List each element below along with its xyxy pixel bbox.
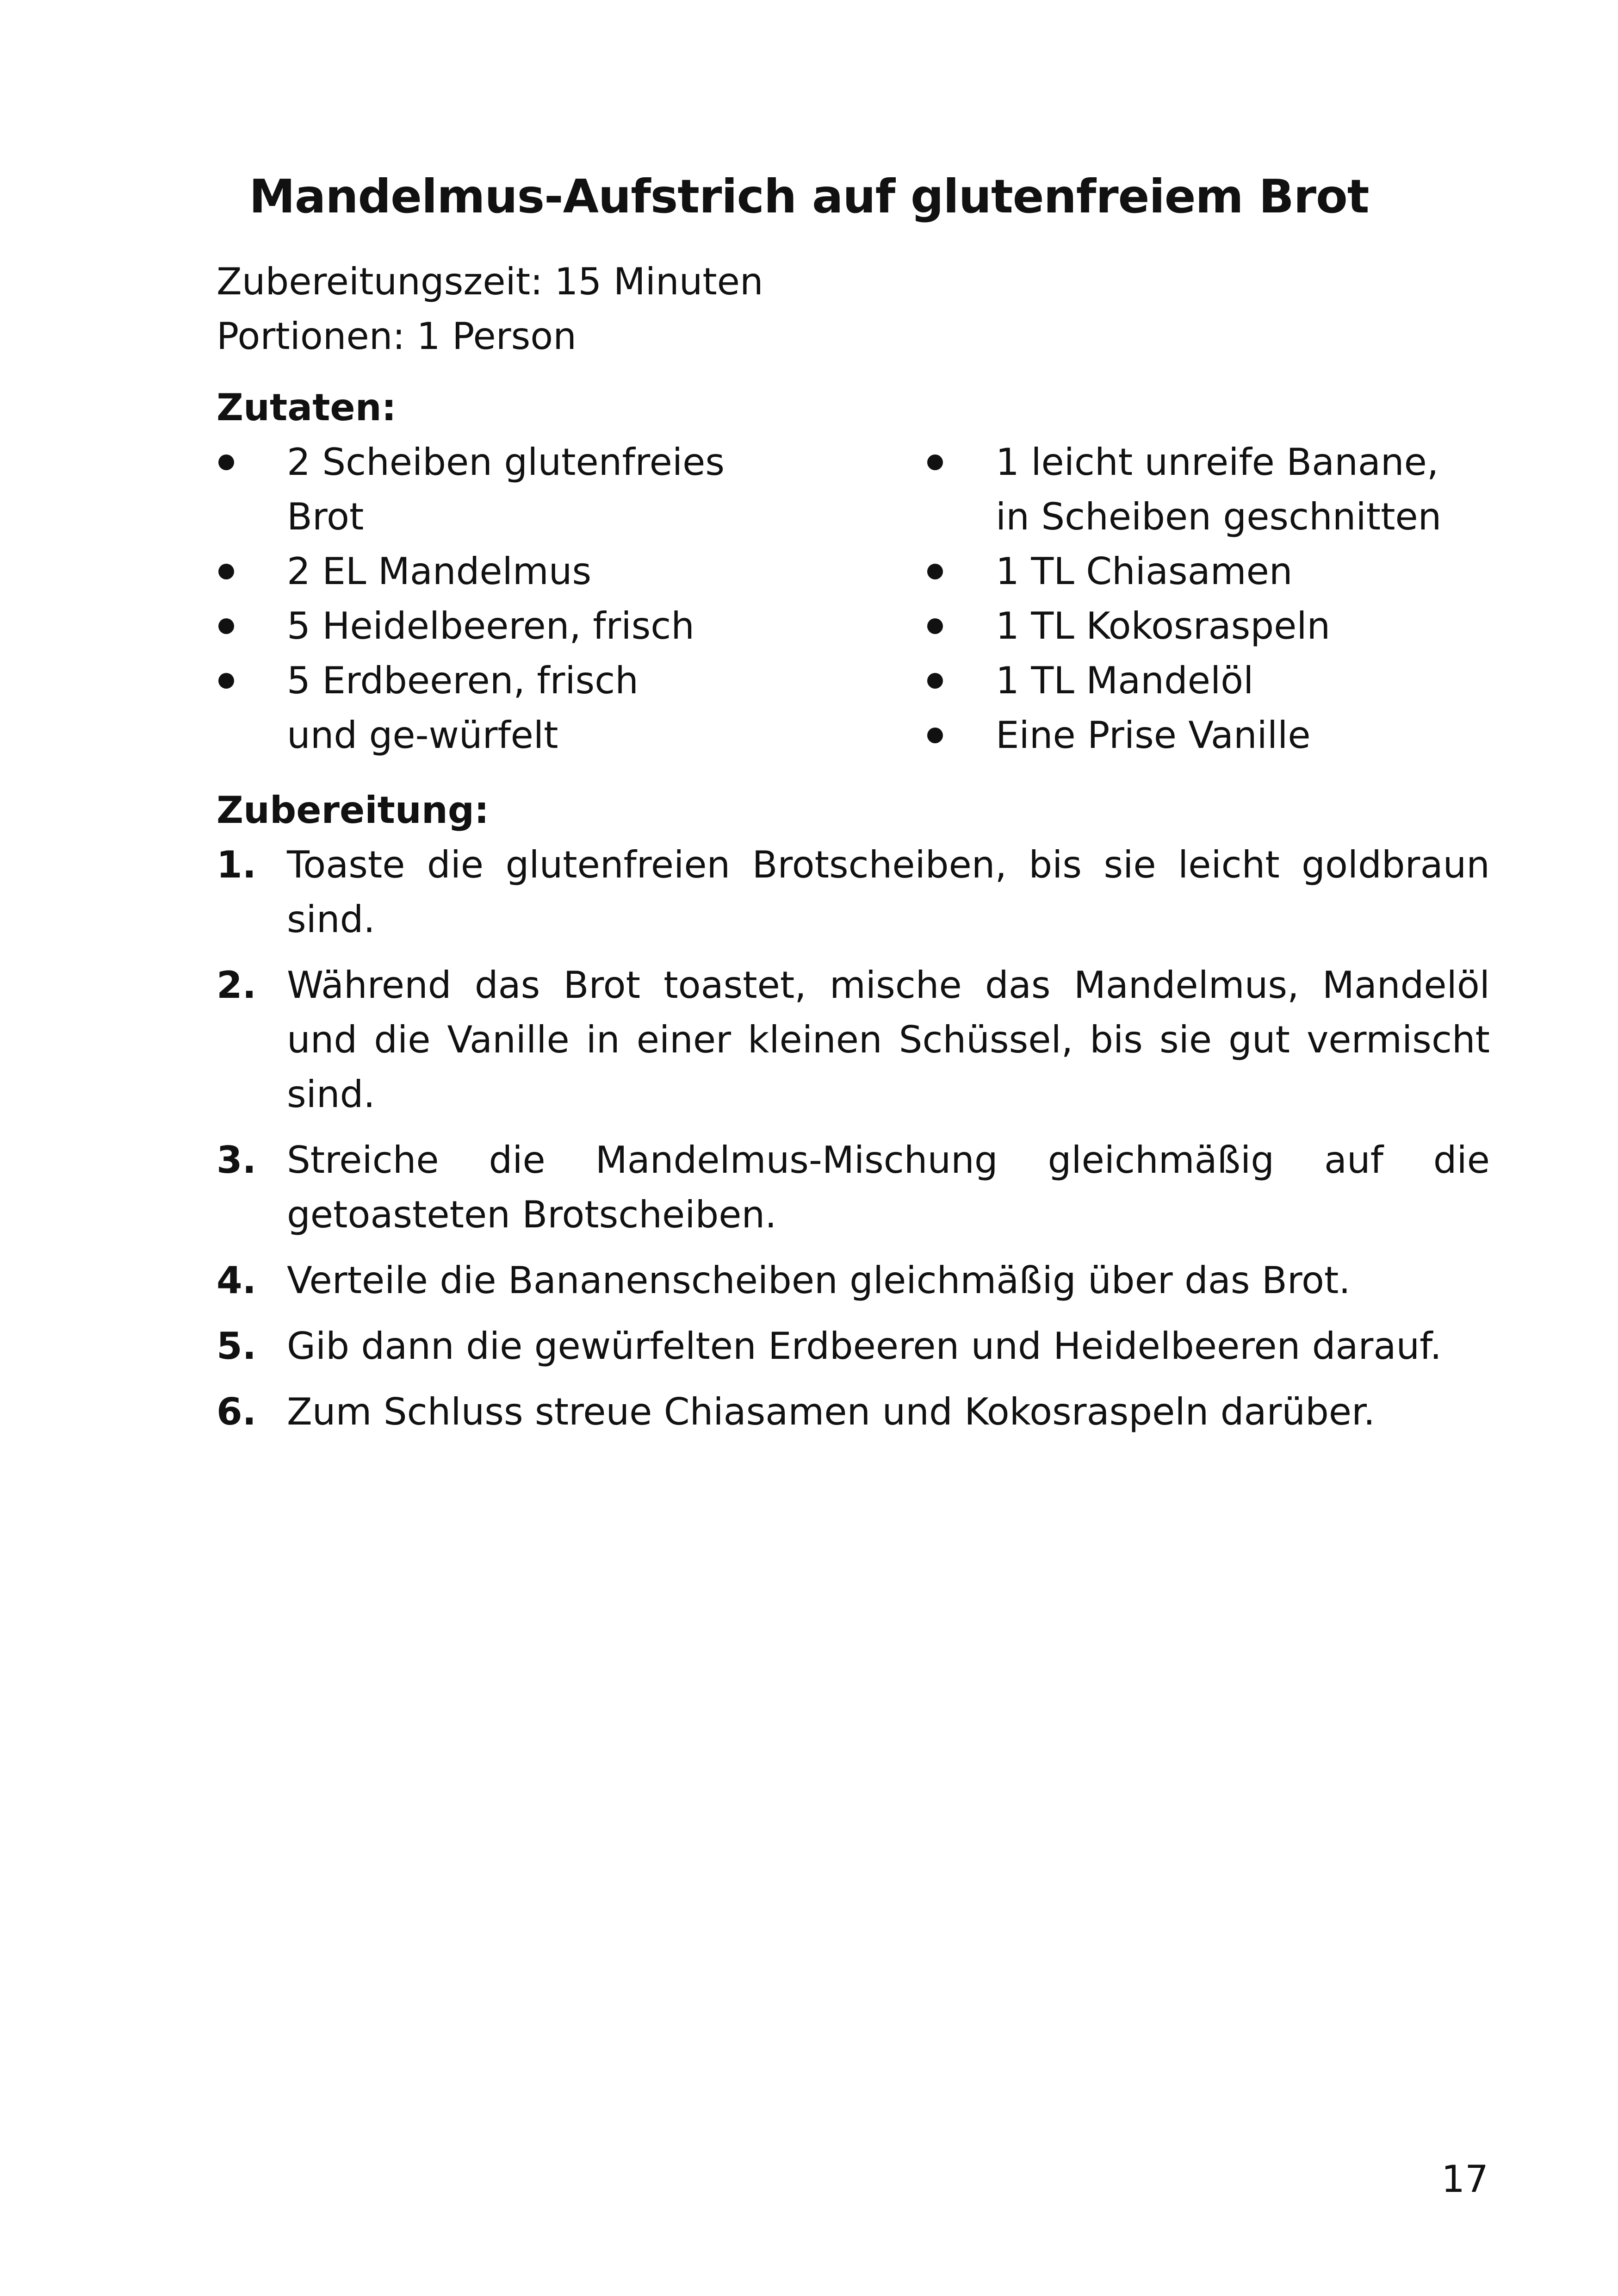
ingredient-item: 2 EL Mandelmus xyxy=(217,544,809,599)
step-item: 2. Während das Brot toastet, mische das Mandelmus, Mandelöl und die Vanille in einer kleinen Schüssel, bis sie gut vermischt sind. xyxy=(217,964,1490,1116)
page-number: 17 xyxy=(1441,2158,1488,2201)
ingredient-item: 1 leicht unreife Banane, in Scheiben geschnitten xyxy=(925,435,1482,544)
servings: Portionen: 1 Person xyxy=(217,315,577,358)
ingredient-item: 5 Heidelbeeren, frisch xyxy=(217,599,809,653)
prep-time: Zubereitungszeit: 15 Minuten xyxy=(217,260,763,303)
ingredients-list-right xyxy=(925,435,1545,763)
bullet-icon xyxy=(927,618,943,634)
ingredient-item: 2 Scheiben glutenfreies Brot xyxy=(217,435,809,544)
recipe-meta xyxy=(217,255,763,364)
bullet-icon xyxy=(218,673,234,689)
bullet-icon xyxy=(927,673,943,689)
step-item: 4. Verteile die Bananenscheiben gleichmäßig über das Brot. xyxy=(217,1259,1351,1302)
step-item: 1. Toaste die glutenfreien Brotscheiben, bis sie leicht goldbraun sind. xyxy=(217,843,1490,941)
recipe-title: Mandelmus-Aufstrich auf glutenfreiem Brot xyxy=(249,169,1369,224)
bullet-icon xyxy=(218,564,234,579)
ingredient-item: 1 TL Kokosraspeln xyxy=(925,599,1545,653)
step-item: 6. Zum Schluss streue Chiasamen und Kokosraspeln darüber. xyxy=(217,1390,1376,1433)
bullet-icon xyxy=(927,454,943,470)
ingredient-item: Eine Prise Vanille xyxy=(925,708,1545,763)
step-item: 3. Streiche die Mandelmus-Mischung gleichmäßig auf die getoasteten Brotscheiben. xyxy=(217,1139,1490,1236)
preparation-steps xyxy=(217,838,1490,1450)
preparation-heading: Zubereitung: xyxy=(217,789,490,832)
ingredients-heading: Zutaten: xyxy=(217,386,397,429)
ingredient-item: 1 TL Chiasamen xyxy=(925,544,1545,599)
ingredient-item: 5 Erdbeeren, frisch und ge-würfelt xyxy=(217,653,685,763)
bullet-icon xyxy=(927,564,943,579)
bullet-icon xyxy=(218,454,234,470)
bullet-icon xyxy=(927,728,943,743)
ingredients-list-left xyxy=(217,435,809,763)
step-item: 5. Gib dann die gewürfelten Erdbeeren und Heidelbeeren darauf. xyxy=(217,1325,1442,1368)
ingredient-item: 1 TL Mandelöl xyxy=(925,653,1545,708)
bullet-icon xyxy=(218,618,234,634)
